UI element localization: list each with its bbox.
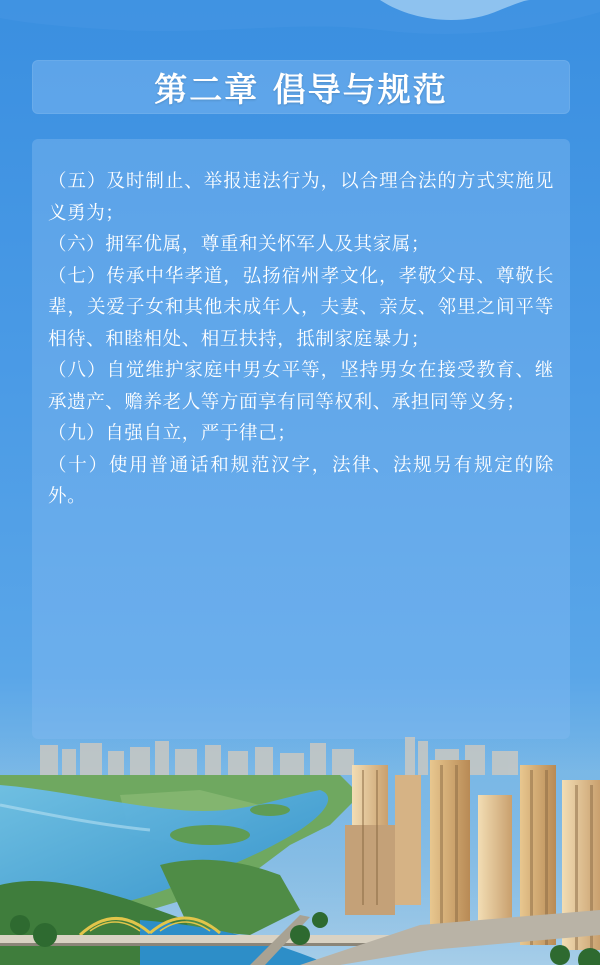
page-title: 第二章 倡导与规范 xyxy=(154,69,448,109)
article-item: （五）及时制止、举报违法行为，以合理合法的方式实施见义勇为； xyxy=(48,171,554,224)
article-body xyxy=(48,166,554,513)
article-item: （十）使用普通话和规范汉字，法律、法规另有规定的除外。 xyxy=(48,454,554,507)
top-wave-decoration xyxy=(0,0,600,60)
article-item: （八）自觉维护家庭中男女平等，坚持男女在接受教育、继承遗产、赡养老人等方面享有同等权利、承担同等义务； xyxy=(48,360,554,413)
article-item: （九）自强自立，严于律己； xyxy=(48,423,297,444)
city-skyline-illustration xyxy=(0,735,600,965)
article-item: （六）拥军优属，尊重和关怀军人及其家属； xyxy=(48,234,431,255)
article-item: （七）传承中华孝道，弘扬宿州孝文化，孝敬父母、尊敬长辈，关爱子女和其他未成年人，夫妻、亲友、邻里之间平等相待、和睦相处、相互扶持，抵制家庭暴力； xyxy=(48,265,554,350)
title-banner xyxy=(32,60,570,114)
